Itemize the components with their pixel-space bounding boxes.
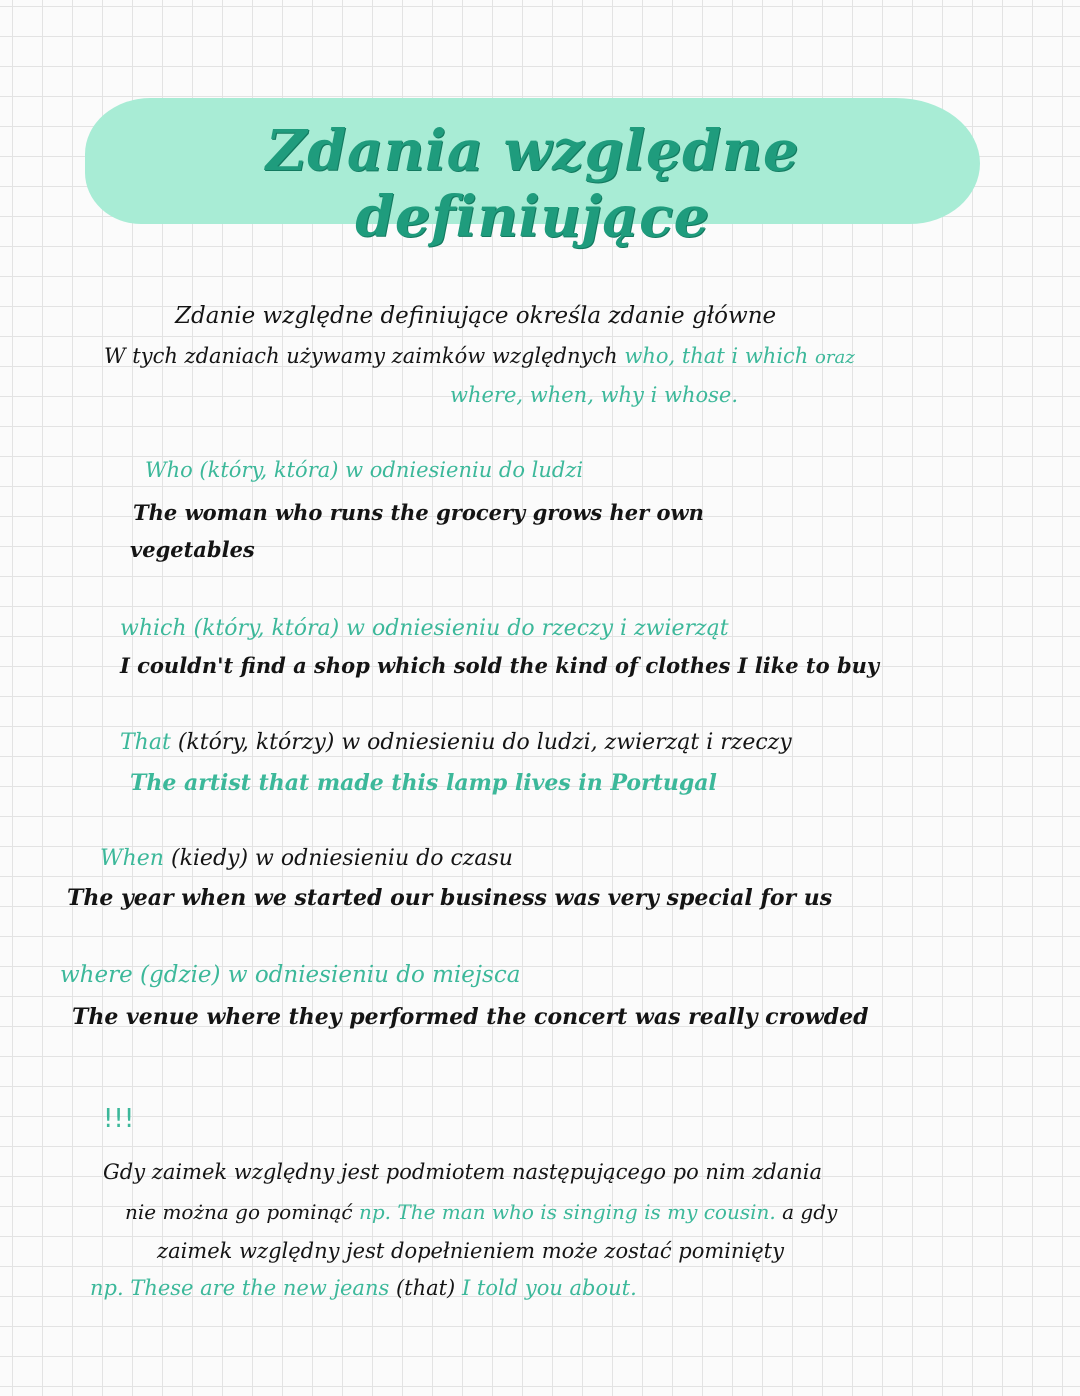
intro-pronouns-2: where, when, why i whose.	[450, 383, 739, 407]
note-example-1: np. The man who is singing is my cousin.	[358, 1200, 776, 1224]
note-line-4	[90, 1276, 637, 1300]
when-example: The year when we started our business was very special for us	[67, 885, 833, 911]
who-heading: Who (który, która) w odniesieniu do ludzi	[145, 458, 584, 482]
which-example: I couldn't find a shop which sold the kind of clothes I like to buy	[120, 653, 880, 678]
intro-pronouns-1: who, that i which	[624, 344, 809, 368]
note-line-1: Gdy zaimek względny jest podmiotem następującego po nim zdania	[103, 1160, 823, 1184]
that-heading	[120, 730, 792, 755]
that-example: The artist that made this lamp lives in Portugal	[130, 770, 717, 796]
note-line-3: zaimek względny jest dopełnieniem może zostać pominięty	[157, 1239, 784, 1263]
page-title: Zdania względne definiujące	[265, 118, 800, 250]
attention-mark: !!!	[103, 1104, 135, 1134]
where-heading	[60, 962, 520, 988]
when-word: When	[100, 846, 164, 871]
note-line-2-text: nie można go pominąć	[125, 1200, 353, 1224]
note-line-2-end: a gdy	[782, 1200, 838, 1224]
where-word: where	[60, 962, 133, 988]
which-heading: which (który, która) w odniesieniu do rzeczy i zwierząt	[120, 616, 729, 641]
when-heading	[100, 846, 513, 871]
who-example-2: vegetables	[130, 537, 255, 562]
intro-line-2-text: W tych zdaniach używamy zaimków względnych	[104, 344, 618, 368]
title-banner	[85, 92, 980, 250]
note-example-2: np. These are the new jeans	[90, 1276, 390, 1300]
that-heading-rest: (który, którzy) w odniesieniu do ludzi, zwierząt i rzeczy	[177, 730, 792, 755]
where-example: The venue where they performed the concert was really crowded	[72, 1004, 869, 1030]
who-example-1: The woman who runs the grocery grows her own	[133, 500, 704, 525]
intro-line-2	[104, 344, 855, 368]
intro-oraz: oraz	[815, 347, 855, 368]
note-example-2-end: I told you about.	[461, 1276, 637, 1300]
note-that-optional: (that)	[395, 1276, 456, 1300]
where-heading-rest: (gdzie) w odniesieniu do miejsca	[140, 962, 521, 988]
when-heading-rest: (kiedy) w odniesieniu do czasu	[170, 846, 513, 871]
intro-line-1: Zdanie względne definiujące określa zdanie główne	[175, 303, 777, 329]
that-word: That	[120, 730, 171, 755]
note-line-2	[125, 1200, 837, 1224]
